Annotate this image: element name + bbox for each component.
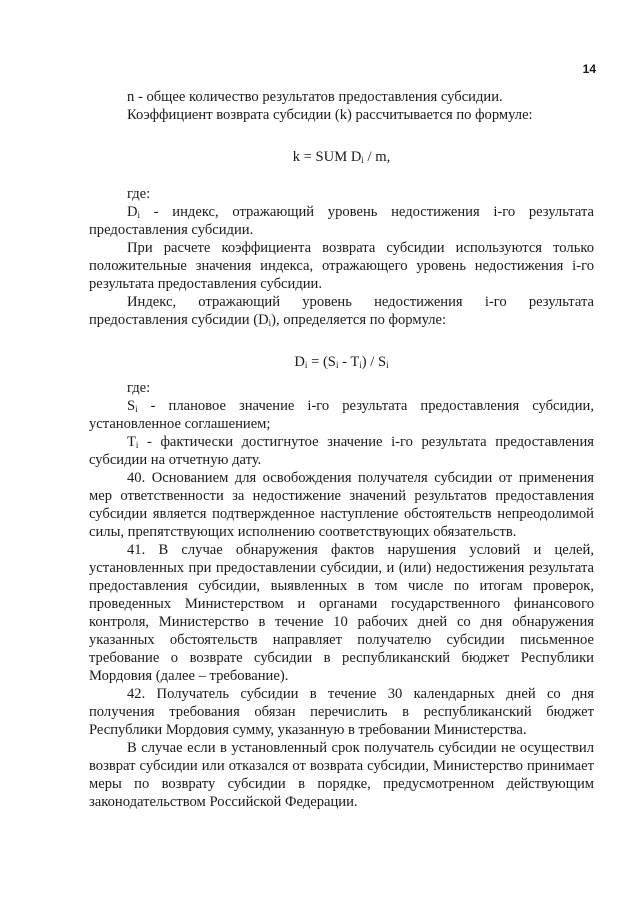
paragraph-ti-definition xyxy=(89,433,594,469)
formula-di-sub-4: i xyxy=(386,360,389,370)
si-text: - плановое значение i-го результата предоставления субсидии, установленное соглашением; xyxy=(89,398,594,432)
formula-k-rhs: / m, xyxy=(363,149,391,165)
di-symbol: D xyxy=(127,204,138,220)
formula-di xyxy=(89,353,594,371)
formula-k-sub: i xyxy=(361,155,364,165)
paragraph-42: 42. Получатель субсидии в течение 30 календарных дней со дня получения требования обязан перечислить в республиканский бюджет Республики Мордовия сумму, указанную в требовании Министерства. xyxy=(89,686,594,738)
ti-text: - фактически достигнутое значение i-го результата предоставления субсидии на отчетную дату. xyxy=(89,434,594,468)
document-body xyxy=(89,88,594,811)
formula-di-eq: = (S xyxy=(307,354,336,370)
paragraph-k-intro: Коэффициент возврата субсидии (k) рассчитывается по формуле: xyxy=(127,107,533,123)
formula-di-minus: - T xyxy=(338,354,360,370)
paragraph-si-definition xyxy=(89,397,594,433)
paragraph-41: 41. В случае обнаружения фактов нарушения условий и целей, установленных при предоставлении субсидии, и (или) недостижения результата предоставления субсидии, выявленных в том числе по итогам проверок, проведенных Министерством и органами государственного финансового контроля, Министерство в течение 10 рабочих дней со дня обнаружения указанных обстоятельств направляет получателю субсидии письменное требование о возврате субсидии в республиканский бюджет Республики Мордовия (далее – требование). xyxy=(89,542,594,684)
formula-di-d: D xyxy=(294,354,305,370)
paragraph-index-intro xyxy=(89,293,594,329)
where-label-2: где: xyxy=(127,380,151,396)
si-symbol: S xyxy=(127,398,136,414)
di-text: - индекс, отражающий уровень недостижения i-го результата предоставления субсидии. xyxy=(89,204,594,238)
paragraph-40: 40. Основанием для освобождения получателя субсидии от применения мер ответственности за недостижение значений результатов предоставления субсидии является подтвержденное наступление обстоятельств непреодолимой силы, препятствующих исполнению соответствующих обязательств. xyxy=(89,470,594,540)
formula-di-sub-1: i xyxy=(304,360,308,370)
where-label-1: где: xyxy=(127,186,151,202)
formula-k-lhs: k = SUM D xyxy=(292,149,362,165)
formula-di-sub-2: i xyxy=(335,360,339,370)
formula-k xyxy=(89,148,594,166)
si-subscript: i xyxy=(135,404,138,414)
ti-symbol: T xyxy=(127,434,136,450)
page-number: 14 xyxy=(582,62,596,76)
paragraph-refund-measures: В случае если в установленный срок получатель субсидии не осуществил возврат субсидии или отказался от возврата субсидии, Министерство принимает меры по возврату субсидии в порядке, предусмотренном действующим законодательством Российской Федерации. xyxy=(89,740,594,810)
ti-subscript: i xyxy=(135,440,139,450)
index-subscript: i xyxy=(268,318,272,328)
paragraph-n-definition: n - общее количество результатов предоставления субсидии. xyxy=(127,89,503,105)
paragraph-calc-note: При расчете коэффициента возврата субсидии используются только положительные значения индекса, отражающего уровень недостижения i-го результата предоставления субсидии. xyxy=(89,240,594,292)
index-text-after: ), определяется по формуле: xyxy=(271,312,447,328)
formula-di-close: ) / S xyxy=(361,354,387,370)
paragraph-di-definition xyxy=(89,203,594,239)
formula-di-sub-3: i xyxy=(359,360,362,370)
index-text-before: Индекс, отражающий уровень недостижения i-го результата предоставления субсидии (D xyxy=(89,294,594,328)
di-subscript: i xyxy=(137,210,141,220)
